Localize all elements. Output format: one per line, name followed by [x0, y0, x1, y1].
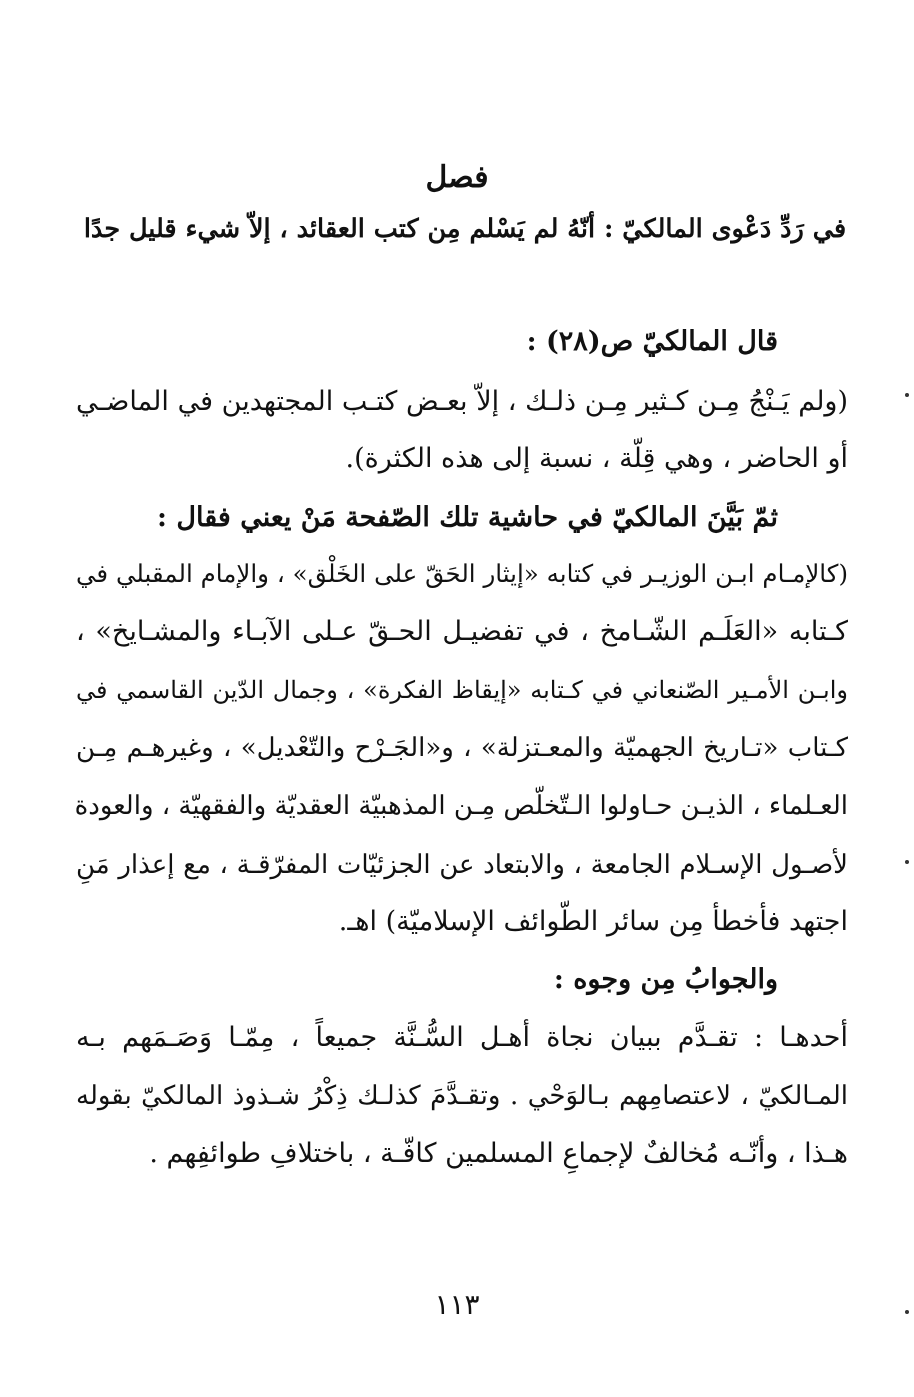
text-line: هـذا ، وأنّـه مُخالفٌ لإجماعِ المسلمين كافّـة ، باختلافِ طوائفِهم . — [149, 1138, 848, 1169]
text-line: كـتاب «تـاريخ الجهميّة والمعـتزلة» ، و«الجَـرْح والتّعْديل» ، وغيرهـم مِـن — [76, 733, 848, 763]
margin-mark — [905, 393, 909, 397]
margin-mark — [905, 1310, 909, 1314]
page-number: ١١٣ — [434, 1288, 480, 1321]
text-line: قال المالكيّ ص(٢٨) : — [526, 326, 778, 357]
text-line: (ولم يَـنْجُ مِـن كـثير مِـن ذلـك ، إلاّ بعـض كتـب المجتهدين في الماضـي — [76, 386, 848, 417]
text-line: كـتابه «العَلَـم الشّـامخ ، في تفضيـل الحـقّ عـلى الآبـاء والمشـايخ» ، — [76, 616, 848, 647]
text-line: أحدهـا : تقـدَّم ببيان نجاة أهـل السُّـنَّة جميعاً ، مِمّـا وَصَـمَهم بـه — [76, 1022, 848, 1053]
margin-mark — [905, 860, 909, 864]
text-line: المـالكيّ ، لاعتصامِهم بـالوَحْي . وتقـدَّمَ كذلـك ذِكْرُ شـذوذ المالكيّ بقوله — [76, 1081, 848, 1111]
text-line: لأصـول الإسـلام الجامعة ، والابتعاد عن الجزئيّات المفرّقـة ، مع إعذار مَنِ — [76, 850, 848, 880]
text-line: ثمّ بَيَّنَ المالكيّ في حاشية تلك الصّفحة مَنْ يعني فقال : — [157, 502, 778, 533]
text-line: (كالإمـام ابـن الوزيـر في كتابه «إيثار الحَقّ على الخَلْق» ، والإمام المقبلي في — [76, 559, 848, 588]
text-line: والجوابُ مِن وجوه : — [553, 964, 778, 995]
section-title: فصل — [425, 160, 489, 195]
text-line: أو الحاضر ، وهي قِلّة ، نسبة إلى هذه الكثرة). — [345, 443, 848, 474]
text-line: وابـن الأمـير الصّنعاني في كـتابه «إيقاظ الفكرة» ، وجمال الدّين القاسمي في — [76, 676, 848, 704]
section-subtitle: في رَدِّ دَعْوى المالكيّ : أنّهُ لم يَسْلم مِن كتب العقائد ، إلاّ شيء قليل جدًا — [83, 214, 847, 244]
text-line: العـلماء ، الذيـن حـاولوا الـتّخلّص مِـن المذهبيّة العقديّة والفقهيّة ، والعودة — [74, 791, 848, 821]
text-line: اجتهد فأخطأ مِن سائر الطّوائف الإسلاميّة) اهـ. — [338, 906, 848, 937]
